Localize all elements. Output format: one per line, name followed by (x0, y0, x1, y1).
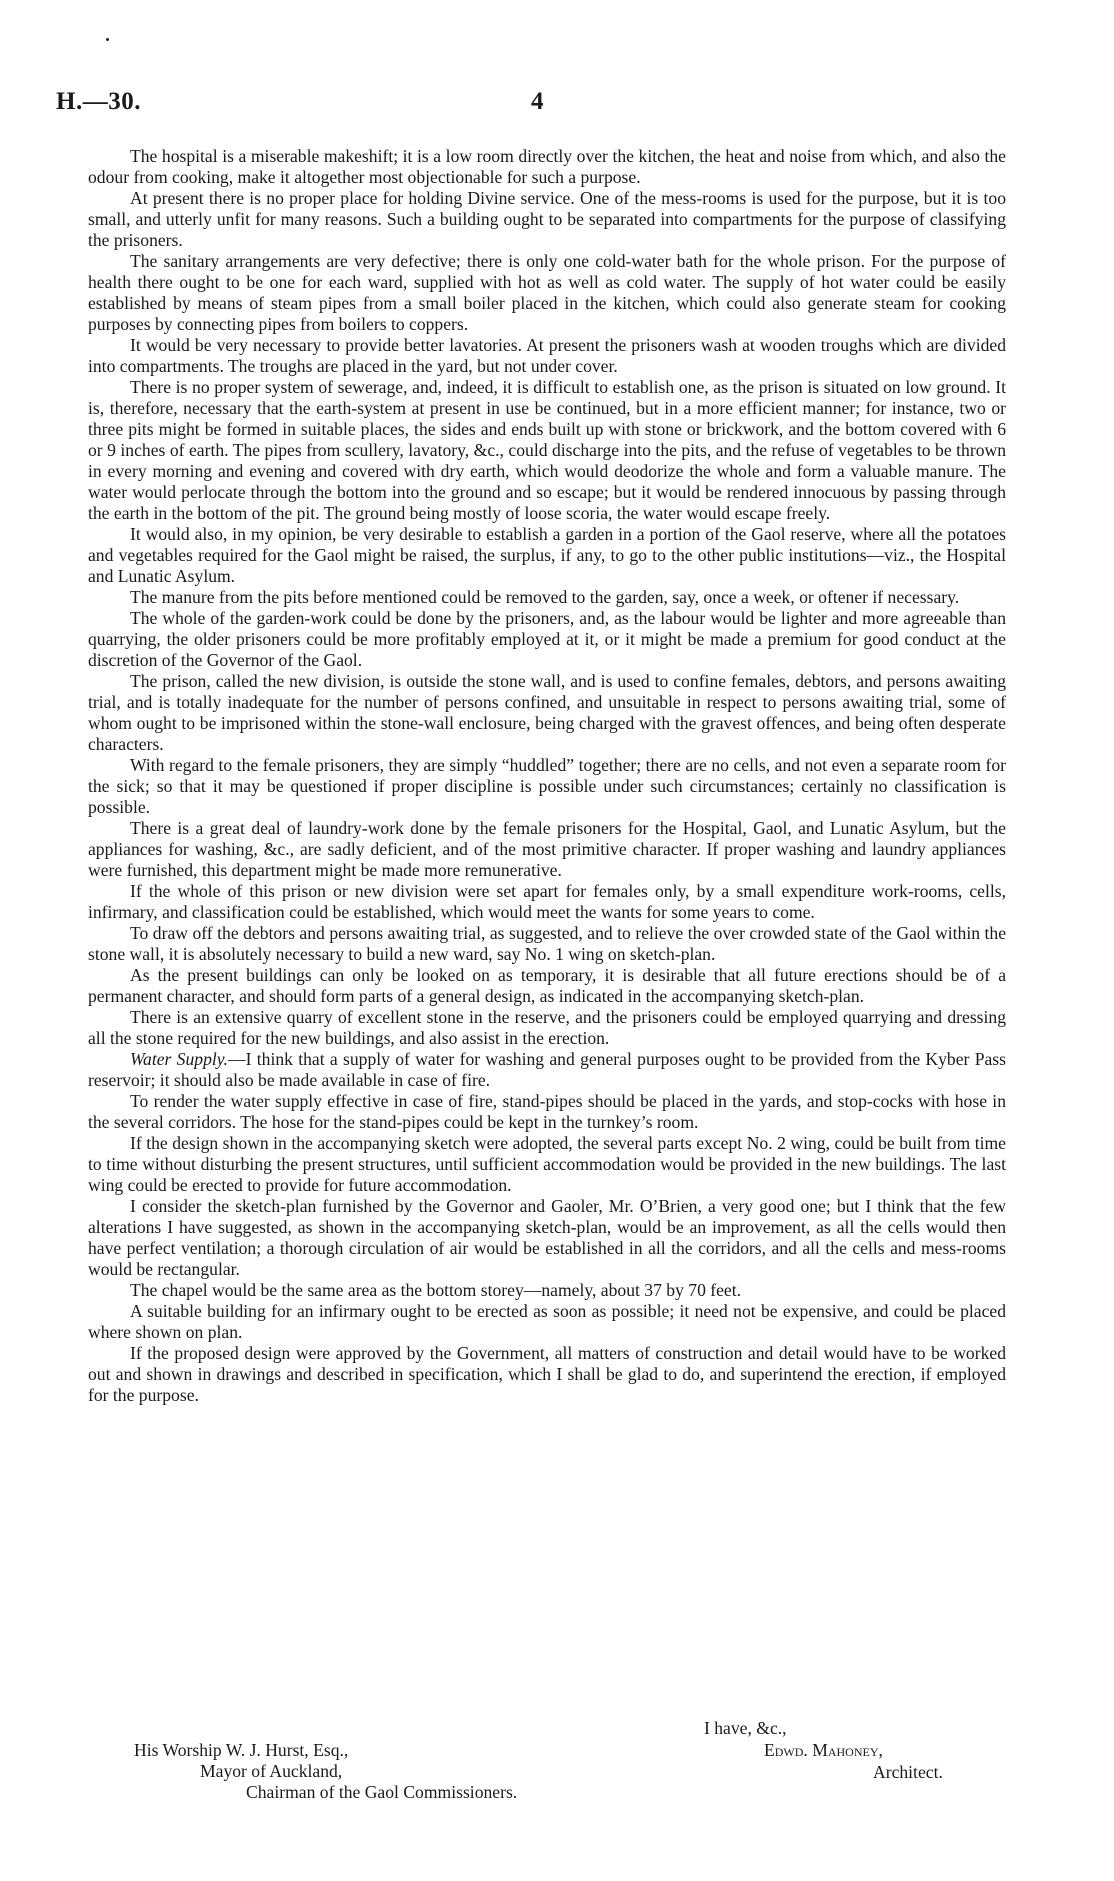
paragraph-text: It would also, in my opinion, be very desirable to establish a garden in a portion of the Gaol reserve, where all the potatoes and vegetables required for the Gaol might be raised, the surplus, if any, to go to the other public institutions—viz., the Hospital and Lunatic Asylum. (88, 524, 1006, 586)
paragraph-text: At present there is no proper place for holding Divine service. One of the mess-rooms is used for the purpose, but it is too small, and utterly unfit for many reasons. Such a building ought to be separated into compartments for the purpose of classifying the prisoners. (88, 188, 1006, 250)
paragraph (88, 818, 1006, 881)
paragraph-text: The manure from the pits before mentioned could be removed to the garden, say, once a week, or oftener if necessary. (130, 587, 960, 607)
paragraph-text: The whole of the garden-work could be done by the prisoners, and, as the labour would be lighter and more agreeable than quarrying, the older prisoners could be more profitably employed at it, or it might be made a premium for good conduct at the discretion of the Governor of the Gaol. (88, 608, 1006, 670)
page-number: 4 (531, 88, 544, 115)
paragraph-text: A suitable building for an infirmary ought to be erected as soon as possible; it need not be expensive, and could be placed where shown on plan. (88, 1301, 1006, 1342)
page-header (56, 88, 1006, 128)
closing: I have, &c., (704, 1718, 787, 1738)
paragraph-text: The chapel would be the same area as the bottom storey—namely, about 37 by 70 feet. (130, 1280, 742, 1300)
letter-body (88, 146, 1006, 1406)
paragraph-text: With regard to the female prisoners, they are simply “huddled” together; there are no cells, and not even a separate room for the sick; so that it may be questioned if proper discipline is possible under such circumstances; certainly no classification is possible. (88, 755, 1006, 817)
paragraph (88, 1280, 1006, 1301)
series-number: H.—30. (56, 88, 141, 115)
paragraph (88, 965, 1006, 1007)
paragraph (88, 377, 1006, 524)
paragraph-text: To render the water supply effective in case of fire, stand-pipes should be placed in the yards, and stop-cocks with hose in the several corridors. The hose for the stand-pipes could be kept in the turnkey’s room. (88, 1091, 1006, 1132)
print-mark (106, 38, 109, 41)
paragraph-text: There is an extensive quarry of excellent stone in the reserve, and the prisoners could be employed quarrying and dressing all the stone required for the new buildings, and also assist in the erection. (88, 1007, 1006, 1048)
paragraph (88, 251, 1006, 335)
paragraph (88, 881, 1006, 923)
addressee-line: His Worship W. J. Hurst, Esq., (134, 1740, 349, 1760)
signatory-title: Architect. (873, 1762, 943, 1782)
paragraph-text: If the design shown in the accompanying sketch were adopted, the several parts except No. 2 wing, could be built from time to time without disturbing the present structures, until sufficient accommodation would be provided in the new buildings. The last wing could be erected to provide for future accommodation. (88, 1133, 1006, 1195)
paragraph (88, 1049, 1006, 1091)
paragraph-text: If the whole of this prison or new division were set apart for females only, by a small expenditure work-rooms, cells, infirmary, and classification could be established, which would meet the wants for some years to come. (88, 881, 1006, 922)
paragraph-text: There is no proper system of sewerage, and, indeed, it is difficult to establish one, as the prison is situated on low ground. It is, therefore, necessary that the earth-system at present in use be continued, but in a more efficient manner; for instance, two or three pits might be formed in suitable places, the sides and ends built up with stone or brickwork, and the bottom covered with 6 or 9 inches of earth. The pipes from scullery, lavatory, &c., could discharge into the pits, and the refuse of vegetables to be thrown in every morning and evening and covered with dry earth, which would deodorize the whole and form a valuable manure. The water would perlocate through the bottom into the ground and so escape; but it would be rendered innocuous by passing through the earth in the bottom of the pit. The ground being mostly of loose scoria, the water would escape freely. (88, 377, 1006, 523)
paragraph (88, 608, 1006, 671)
paragraph-text: It would be very necessary to provide better lavatories. At present the prisoners wash at wooden troughs which are divided into compartments. The troughs are placed in the yard, but not under cover. (88, 335, 1006, 376)
signatory-name: Edwd. Mahoney, (764, 1740, 883, 1760)
paragraph-text: I consider the sketch-plan furnished by the Governor and Gaoler, Mr. O’Brien, a very good one; but I think that the few alterations I have suggested, as shown in the accompanying sketch-plan, would be an improvement, as all the cells would then have perfect ventilation; a thorough circulation of air would be established in all the corridors, and all the cells and mess-rooms would be rectangular. (88, 1196, 1006, 1279)
paragraph (88, 335, 1006, 377)
paragraph-text: As the present buildings can only be looked on as temporary, it is desirable that all future erections should be of a permanent character, and should form parts of a general design, as indicated in the accompanying sketch-plan. (88, 965, 1006, 1006)
addressee-block (88, 1740, 517, 1803)
paragraph (88, 1301, 1006, 1343)
paragraph (88, 1007, 1006, 1049)
paragraph (88, 755, 1006, 818)
paragraph (88, 923, 1006, 965)
paragraph (88, 146, 1006, 188)
addressee-line: Mayor of Auckland, (200, 1761, 343, 1781)
paragraph-text: —I think that a supply of water for washing and general purposes ought to be provided from the Kyber Pass reservoir; it should also be made available in case of fire. (88, 1049, 1006, 1090)
paragraph-text: The prison, called the new division, is outside the stone wall, and is used to confine females, debtors, and persons awaiting trial, and is totally inadequate for the number of persons confined, and unsuitable in respect to persons awaiting trial, some of whom ought to be imprisoned within the stone-wall enclosure, being charged with the gravest offences, and being often desperate characters. (88, 671, 1006, 754)
paragraph (88, 1091, 1006, 1133)
paragraph-text: The hospital is a miserable makeshift; it is a low room directly over the kitchen, the heat and noise from which, and also the odour from cooking, make it altogether most objectionable for such a purpose. (88, 146, 1006, 187)
paragraph (88, 188, 1006, 251)
paragraph (88, 587, 1006, 608)
paragraph-lead: Water Supply. (130, 1049, 228, 1069)
paragraph (88, 1343, 1006, 1406)
paragraph-text: There is a great deal of laundry-work done by the female prisoners for the Hospital, Gaol, and Lunatic Asylum, but the appliances for washing, &c., are sadly deficient, and of the most primitive character. If proper washing and laundry appliances were furnished, this department might be made more remunerative. (88, 818, 1006, 880)
paragraph (88, 1133, 1006, 1196)
paragraph (88, 671, 1006, 755)
addressee-line: Chairman of the Gaol Commissioners. (246, 1782, 518, 1802)
paragraph (88, 1196, 1006, 1280)
paragraph-text: To draw off the debtors and persons awaiting trial, as suggested, and to relieve the over crowded state of the Gaol within the stone wall, it is absolutely necessary to build a new ward, say No. 1 wing on sketch-plan. (88, 923, 1006, 964)
paragraph-text: The sanitary arrangements are very defective; there is only one cold-water bath for the whole prison. For the purpose of health there ought to be one for each ward, supplied with hot as well as cold water. The supply of hot water could be easily established by means of steam pipes from a small boiler placed in the kitchen, which could also generate steam for cooking purposes by connecting pipes from boilers to coppers. (88, 251, 1006, 334)
paragraph-text: If the proposed design were approved by the Government, all matters of construction and detail would have to be worked out and shown in drawings and described in specification, which I shall be glad to do, and superintend the erection, if employed for the purpose. (88, 1343, 1006, 1405)
paragraph (88, 524, 1006, 587)
